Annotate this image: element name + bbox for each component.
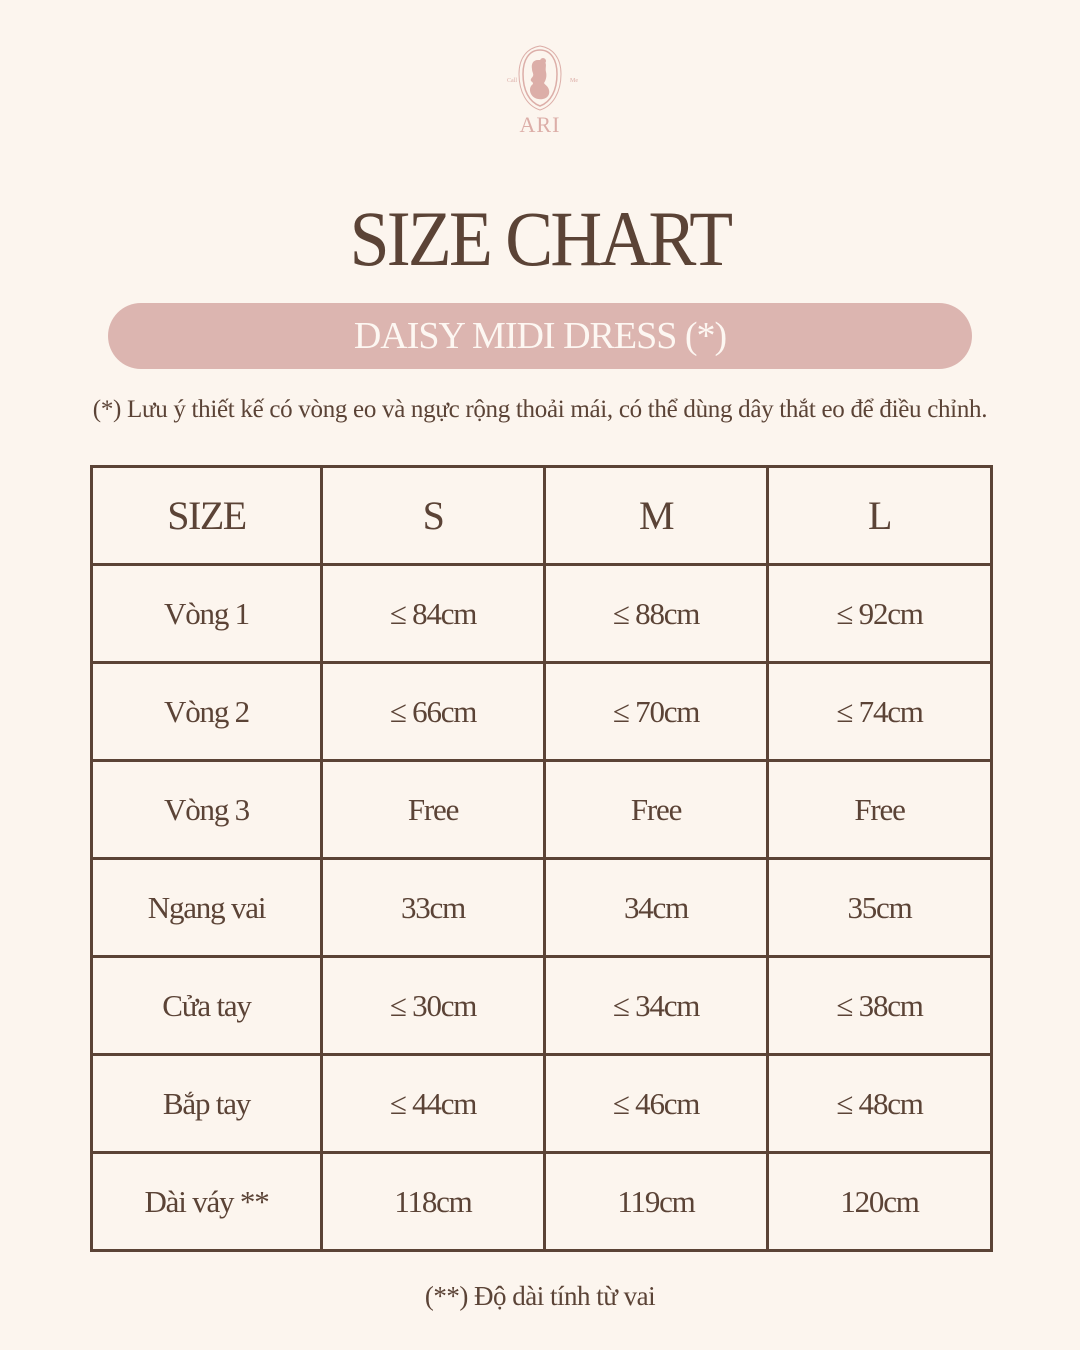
logo-small-left-text: Call: [507, 78, 517, 84]
table-row: [92, 1055, 992, 1153]
table-cell: Free: [545, 761, 768, 859]
table-cell: 120cm: [768, 1153, 992, 1251]
header-cell-l: L: [768, 467, 992, 565]
header-cell-size: SIZE: [92, 467, 322, 565]
table-cell: ≤ 30cm: [322, 957, 545, 1055]
row-label: Bắp tay: [92, 1055, 322, 1153]
table-header-row: [92, 467, 992, 565]
row-label: Cửa tay: [92, 957, 322, 1055]
table-row: [92, 1153, 992, 1251]
table-row: [92, 761, 992, 859]
table-cell: ≤ 84cm: [322, 565, 545, 663]
header-cell-m: M: [545, 467, 768, 565]
table-cell: ≤ 34cm: [545, 957, 768, 1055]
table-cell: 35cm: [768, 859, 992, 957]
table-row: [92, 957, 992, 1055]
size-table: [90, 465, 993, 1252]
table-cell: ≤ 38cm: [768, 957, 992, 1055]
table-cell: ≤ 66cm: [322, 663, 545, 761]
fit-note: (*) Lưu ý thiết kế có vòng eo và ngực rộng thoải mái, có thể dùng dây thắt eo để điều chỉnh.: [92, 396, 988, 423]
table-cell: 34cm: [545, 859, 768, 957]
table-cell: Free: [322, 761, 545, 859]
table-cell: 118cm: [322, 1153, 545, 1251]
table-cell: ≤ 70cm: [545, 663, 768, 761]
brand-logo: [490, 44, 590, 140]
page-title: SIZE CHART: [349, 195, 731, 282]
length-footnote: (**) Độ dài tính từ vai: [424, 1281, 656, 1311]
row-label: Vòng 1: [92, 565, 322, 663]
table-cell: ≤ 46cm: [545, 1055, 768, 1153]
table-row: [92, 859, 992, 957]
row-label: Vòng 3: [92, 761, 322, 859]
table-cell: 33cm: [322, 859, 545, 957]
product-name-banner: DAISY MIDI DRESS (*): [108, 303, 972, 369]
logo-small-right-text: Me: [570, 78, 578, 84]
row-label: Ngang vai: [92, 859, 322, 957]
table-cell: Free: [768, 761, 992, 859]
header-cell-s: S: [322, 467, 545, 565]
table-cell: ≤ 48cm: [768, 1055, 992, 1153]
table-row: [92, 565, 992, 663]
table-row: [92, 663, 992, 761]
row-label: Dài váy **: [92, 1153, 322, 1251]
table-cell: ≤ 88cm: [545, 565, 768, 663]
table-cell: ≤ 92cm: [768, 565, 992, 663]
table-cell: ≤ 74cm: [768, 663, 992, 761]
logo-wordmark: ARI: [519, 112, 561, 137]
table-cell: 119cm: [545, 1153, 768, 1251]
row-label: Vòng 2: [92, 663, 322, 761]
table-cell: ≤ 44cm: [322, 1055, 545, 1153]
